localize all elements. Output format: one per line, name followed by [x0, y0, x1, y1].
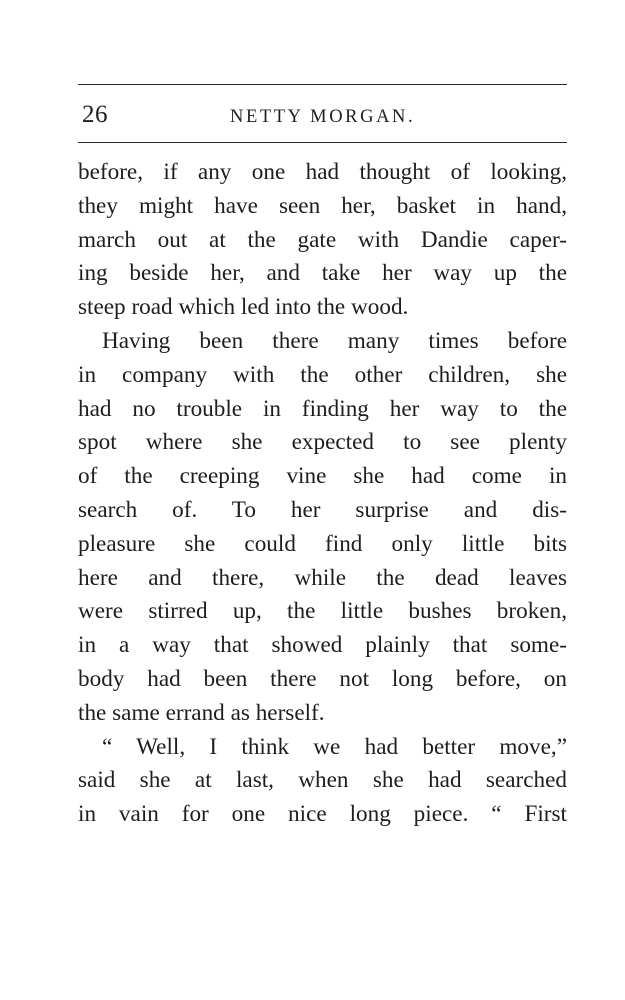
text-line: they might have seen her, basket in hand,	[78, 192, 567, 219]
text-line: ing beside her, and take her way up the	[78, 260, 567, 287]
text-line: here and there, while the dead leaves	[78, 564, 567, 591]
text-line: were stirred up, the little bushes broken,	[78, 598, 567, 625]
page-number: 26	[82, 101, 108, 128]
text-line: march out at the gate with Dandie caper-	[78, 226, 567, 253]
text-line: in a way that showed plainly that some-	[78, 632, 567, 659]
text-line: Having been there many times before	[102, 327, 567, 354]
text-line: in vain for one nice long piece. “ First	[78, 801, 567, 828]
text-line: steep road which led into the wood.	[78, 294, 409, 321]
text-line: the same errand as herself.	[78, 699, 325, 726]
text-line: search of. To her surprise and dis-	[78, 496, 567, 523]
text-line: pleasure she could find only little bits	[78, 530, 567, 557]
header-bottom-rule	[78, 142, 567, 143]
header-top-rule	[78, 84, 567, 85]
text-line: of the creeping vine she had come in	[78, 463, 567, 490]
text-line: before, if any one had thought of looking,	[78, 159, 567, 185]
text-line: “ Well, I think we had better move,”	[102, 733, 567, 760]
text-line: in company with the other children, she	[78, 361, 567, 388]
text-line: spot where she expected to see plenty	[78, 429, 567, 456]
text-line: had no trouble in finding her way to the	[78, 395, 567, 422]
text-line: said she at last, when she had searched	[78, 767, 567, 794]
page-header	[78, 100, 567, 132]
text-line: body had been there not long before, on	[78, 665, 567, 692]
running-title: NETTY MORGAN.	[230, 107, 416, 127]
body-text	[78, 156, 567, 832]
